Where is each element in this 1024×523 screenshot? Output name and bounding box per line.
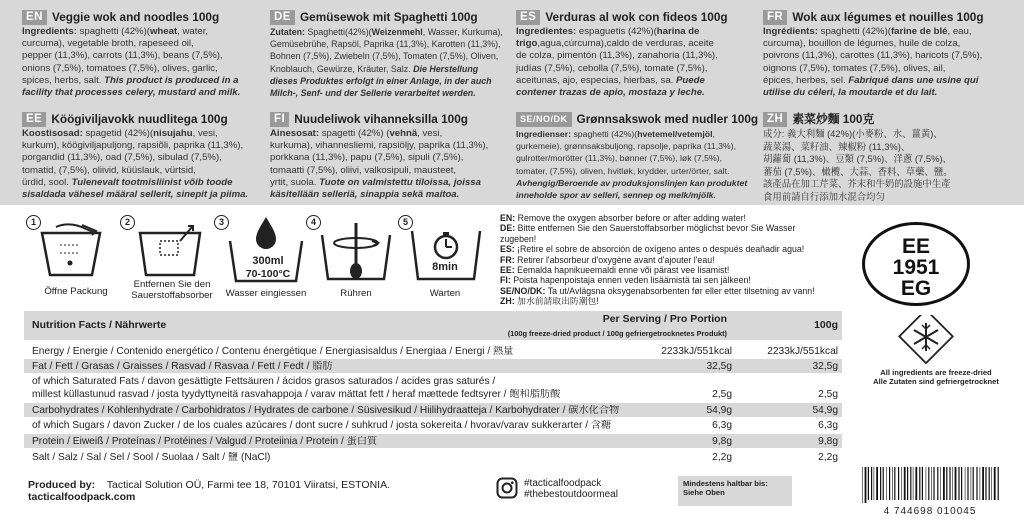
nutrition-row: Carbohydrates / Kohlenhydrate / Carbohidratos / Hydrates de carbone / Süsivesikud / Hiilihydraatteja / Karbohydrater / 碳水化合物 54,9g 54,9g xyxy=(24,403,842,418)
lang-block-zh xyxy=(763,112,1019,204)
barcode-bar xyxy=(980,467,981,500)
per-serving-label: Per Serving / Pro Portion xyxy=(602,313,727,325)
stir-spoon-icon xyxy=(316,221,396,285)
barcode-bar xyxy=(889,467,890,500)
product-title: Grønnsakswok med nudler 100g xyxy=(576,112,759,127)
lang-tag: ZH xyxy=(763,112,787,127)
step-label: Entfernen Sie den Sauerstoffabsorber xyxy=(131,279,213,301)
ingredients-text: Zutaten: Spaghetti(42%)(Weizenmehl, Wasser, Kurkuma), Gemüsebrühe, Rapsöl, Paprika (11,3%), Karotten (11,3%), Bohnen (7,5%), Zwiebeln (7,5%), Tomaten (7,5%), Oliven, Knoblauch, Gewürze, Kräuter, Salz. Die Herstellung dieses Produktes erfolgt in einer Anlage, in der auch Milch-, Senf- und der Sellerie verarbeitet werden. xyxy=(270,27,503,99)
lang-tag: FR xyxy=(763,10,787,25)
lang-block-fi xyxy=(270,112,508,204)
barcode-bar xyxy=(965,467,966,500)
ingredients-text: Koostisosad: spagetid (42%)(nisujahu, vesi, kurkum), köögiviljapuljong, rapsiõli, paprika (11,3%), porgandid (11,3%), oad (7,5%), sibulad (7,5%), tomatid, (7,5%), oliivid, küüslauk, vürtsid, ürdid, sool. Tulenevalt tootmisliinist võib toode sisaldada vähesel määral sellerit, sinepit ja piima. xyxy=(22,128,249,201)
barcode-bar xyxy=(894,467,895,500)
hashtag[interactable]: #thebestoutdoormeal xyxy=(524,489,618,500)
barcode-bar xyxy=(933,467,934,500)
barcode-bar xyxy=(886,467,887,500)
barcode-bar xyxy=(949,467,950,500)
step-number: 5 xyxy=(398,215,413,230)
producer-address: Tactical Solution OÜ, Farmi tee 18, 70101 Viiratsi, ESTONIA. xyxy=(106,479,390,491)
nutrition-table xyxy=(24,311,842,467)
barcode-bar xyxy=(922,467,923,500)
lang-tag: FI xyxy=(270,112,289,127)
barcode-bar xyxy=(955,467,957,500)
barcode-bar xyxy=(998,467,999,500)
barcode-bar xyxy=(967,467,968,500)
barcode-bar xyxy=(946,467,947,500)
nutrition-row: millest küllastunud rasvad / josta tyydyttyneitä rasvahappoja / varav mättat fett / heraf mættede fedtsyrer / 飽和脂肪酸 2,5g 2,5g xyxy=(24,388,842,402)
step-1 xyxy=(26,215,126,300)
column-100g: 100g xyxy=(814,319,838,331)
barcode-bar xyxy=(926,467,927,500)
step-number: 3 xyxy=(214,215,229,230)
ingredients-text: 成分: 義大利麵 (42%)(小麥粉、水、薑黃)、 蔬菜湯、菜籽油、辣椒粉 (11,3%)、 胡蘿蔔 (11,3%)、豆類 (7,5%)、洋蔥 (7,5%)、 蕃茄 (7,5%)、橄欖、大蒜、香料、草藥、鹽。 該產品在加工芹菜、芥末和牛奶的設施中生產 食用前請自行添加水混合均匀 xyxy=(763,128,953,202)
lang-block-de xyxy=(270,10,510,110)
step-label: Öffne Packung xyxy=(44,286,108,297)
barcode-bar xyxy=(868,467,869,500)
remove-absorber-icon xyxy=(132,223,212,278)
lang-block-ee xyxy=(22,112,262,204)
barcode-bar xyxy=(976,467,977,500)
barcode-bar xyxy=(871,467,872,500)
product-title: Köögiviljavokk nuudlitega 100g xyxy=(51,112,228,127)
instagram-icon xyxy=(496,477,518,499)
step-number: 2 xyxy=(120,215,135,230)
barcode-bar xyxy=(991,467,992,500)
barcode-bar xyxy=(928,467,929,500)
product-title: Gemüsewok mit Spaghetti 100g xyxy=(299,10,478,25)
barcode-bar xyxy=(994,467,996,500)
barcode-bar xyxy=(913,467,914,500)
barcode-bar xyxy=(910,467,911,500)
hashtag[interactable]: #tacticalfoodpack xyxy=(524,478,602,489)
nutrition-row: Energy / Energie / Contenido energético / Contenu énergétique / Energiasisaldus / Energiaa / Energi / 熱量 2233kJ/551kcal 2233kJ/551kcal xyxy=(24,345,842,359)
timer-icon xyxy=(406,223,486,283)
barcode-bar xyxy=(961,467,962,500)
freeze-dried-icon xyxy=(895,315,957,365)
step-2 xyxy=(120,215,220,300)
nutrition-row: Protein / Eiweiß / Proteínas / Protéines / Valgud / Proteiinia / Protein / 蛋白質 9,8g 9,8g xyxy=(24,434,842,449)
hashtags xyxy=(524,478,618,500)
instruction-line: SE/NO/DK: Ta ut/Avlägsna oksygenabsorbenten før eller etter tilsetning av vann! xyxy=(500,285,815,296)
barcode-bar xyxy=(874,467,875,500)
step-number: 1 xyxy=(26,215,41,230)
produced-label: Produced by: xyxy=(28,479,96,491)
nutrition-row: Fat / Fett / Grasas / Graisses / Rasvad / Rasvaa / Fett / Fedt / 脂肪 32,5g 32,5g xyxy=(24,359,842,374)
step-number: 4 xyxy=(306,215,321,230)
step-label: Rühren xyxy=(340,288,372,299)
product-title: 素菜炒麵 100克 xyxy=(792,112,875,127)
lang-tag: ES xyxy=(516,10,540,25)
product-title: Nuudeliwok vihanneksilla 100g xyxy=(294,112,468,127)
barcode-bar xyxy=(952,467,953,500)
barcode-bar xyxy=(940,467,941,500)
lang-tag: EE xyxy=(22,112,46,127)
barcode-bar xyxy=(943,467,945,500)
product-title: Verduras al wok con fideos 100g xyxy=(545,10,728,25)
instruction-line: EN: Remove the oxygen absorber before or after adding water! xyxy=(500,213,746,223)
timer-duration: 8min xyxy=(432,261,458,273)
instruction-line: FI: Poista hapenpoistaja ennen veden lisäämistä tai sen jälkeen! xyxy=(500,275,751,286)
lang-tag: EN xyxy=(22,10,47,25)
product-title: Veggie wok and noodles 100g xyxy=(51,10,220,25)
barcode-bar xyxy=(901,467,902,500)
barcode-bar xyxy=(862,467,863,503)
eu-approval-seal: EE 1951 EG xyxy=(862,222,970,306)
ingredients-text: Ingredients: spaghetti (42%)(wheat, water, curcuma), vegetable broth, rapeseed oil, pepper (11,3%), carrots (11,3%), beans (7,5%), onions (7,5%), tomatoes (7,5%), olives, garlic, spices, herbs, salt. This product is produced in a facility that processes celery, mustard and milk. xyxy=(22,26,241,99)
barcode-bar xyxy=(892,467,893,500)
barcode-bar xyxy=(971,467,972,500)
step-5 xyxy=(398,215,498,300)
step-3 xyxy=(214,215,314,300)
barcode-bar xyxy=(880,467,881,500)
water-amount: 300ml xyxy=(252,255,284,267)
lang-tag: DE xyxy=(270,10,295,25)
barcode-bar xyxy=(883,467,884,500)
barcode-bar xyxy=(904,467,906,500)
instruction-line: DE: Bitte entfernen Sie den Sauerstoffabsorber möglichst bevor Sie Wasser zugeben! xyxy=(500,223,796,244)
barcode-bar xyxy=(982,467,984,500)
ingredients-text: Ingredienser: spaghetti (42%)(hvetemel/vetemjöl, gurkemeie), grønnsaksbuljong, rapsolje, paprika (11,3%), gulrotter/morötter (11,3%), bønner (7,5%), løk (7,5%), tomater, (7,5%), oliven, hvitløk, krydder, urter/örter, salt. Avhengig/Beroende av produksjonslinjen kan produktet inneholde spor av selleri, sennep og melk/mjölk. xyxy=(516,129,748,201)
absorber-instructions xyxy=(500,213,830,307)
barcode-bars xyxy=(850,467,1010,503)
instruction-line: ZH: 加水前請取出防潮包! xyxy=(500,296,599,307)
barcode-bar xyxy=(876,467,878,500)
barcode-bar xyxy=(915,467,917,500)
barcode-bar xyxy=(989,467,990,500)
barcode-bar xyxy=(931,467,932,500)
barcode-bar xyxy=(919,467,920,500)
lang-block-fr xyxy=(763,10,1019,110)
ingredients-text: Ingredientes: espaguetis (42%)(harina de trigo,agua,cúrcuma),caldo de verduras, aceite de colza, pimentón (11,3%), zanahoria (11,3%), judías (7,5%), cebolla (7,5%), tomate (7,5%), aceitunas, ajo, especias, hierbas, sa. Puede contener trazas de apio, mostaza y leche. xyxy=(516,26,718,99)
barcode-bar xyxy=(907,467,908,500)
barcode-bar xyxy=(958,467,959,500)
ingredients-text: Ingrédients: spaghetti (42%)(farine de blé, eau, curcuma), bouillon de légumes, huile de colza, poivrons (11,3%), carottes (11,3%), haricots (7,5%), oignons (7,5%), tomates (7,5%), olives, ail, épices, herbes, sel. Fabriqué dans une usine qui utilise du céleri, la moutarde et du lait. xyxy=(763,26,983,99)
lang-block-en xyxy=(22,10,260,110)
nutrition-row: Salt / Salz / Sal / Sel / Sool / Suolaa / Salt / 鹽 (NaCl) 2,2g 2,2g xyxy=(24,450,842,465)
nutrition-row: of which Saturated Fats / davon gesättigte Fettsäuren / ácidos grasos saturados / acides gras saturés / xyxy=(24,375,842,388)
product-title: Wok aux légumes et nouilles 100g xyxy=(792,10,984,25)
step-4 xyxy=(306,215,406,300)
website[interactable]: tacticalfoodpack.com xyxy=(28,491,136,503)
barcode-bar xyxy=(973,467,974,500)
barcode-bar xyxy=(985,467,986,500)
nutrition-row: of which Sugars / davon Zucker / de los cuales azúcares / dont sucre / suhkrud / josta sokereita / hvorav/varav sukkerarter / 含糖 6,3g 6,3g xyxy=(24,419,842,433)
barcode-number: 4 744698 010045 xyxy=(883,506,977,517)
lang-tag: SE/NO/DK xyxy=(516,112,572,127)
instruction-line: ES: ¡Retire el sobre de absorción de oxígeno antes o después deañadir agua! xyxy=(500,244,805,255)
producer-info xyxy=(28,479,390,503)
nutrition-header xyxy=(24,311,842,341)
barcode-bar xyxy=(865,467,867,503)
barcode xyxy=(850,467,1010,515)
step-label: Wasser eingiessen xyxy=(225,288,307,299)
step-label: Warten xyxy=(429,288,461,299)
ingredients-text: Ainesosat: spagetti (42%) (vehnä, vesi, kurkuma), vihannesliemi, rapsiöljy, paprika (11,3%), porkkana (11,3%), papu (7,5%), sipuli (7,5%), tomaatti (7,5%), oliivi, valkosipuli, mausteet, yrtit, suola. Tuote on valmistettu tiloissa, joissa käsitellään selleriä, sinappia sekä maitoa. xyxy=(270,128,489,201)
barcode-bar xyxy=(898,467,899,500)
instruction-line: FR: Retirer l'absorbeur d'oxygène avant d'ajouter l'eau! xyxy=(500,254,715,265)
lang-block-se-no-dk xyxy=(516,112,760,204)
freeze-dried-note: All ingredients are freeze-dried Alle Zutaten sind gefriergetrocknet xyxy=(873,368,999,386)
instruction-line: EE: Eemalda hapnikueemaldi enne või pärast vee lisamist! xyxy=(500,265,730,276)
per-serving-sub: (100g freeze-dried product / 100g gefriergetrocknetes Produkt) xyxy=(507,329,727,338)
barcode-bar xyxy=(937,467,938,500)
open-package-icon xyxy=(36,223,116,278)
nutrition-title: Nutrition Facts / Nährwerte xyxy=(32,320,167,331)
water-temperature: 70-100°C xyxy=(245,268,291,280)
lang-block-es xyxy=(516,10,754,110)
best-before-box: Mindestens haltbar bis: Siehe Oben xyxy=(678,476,792,506)
